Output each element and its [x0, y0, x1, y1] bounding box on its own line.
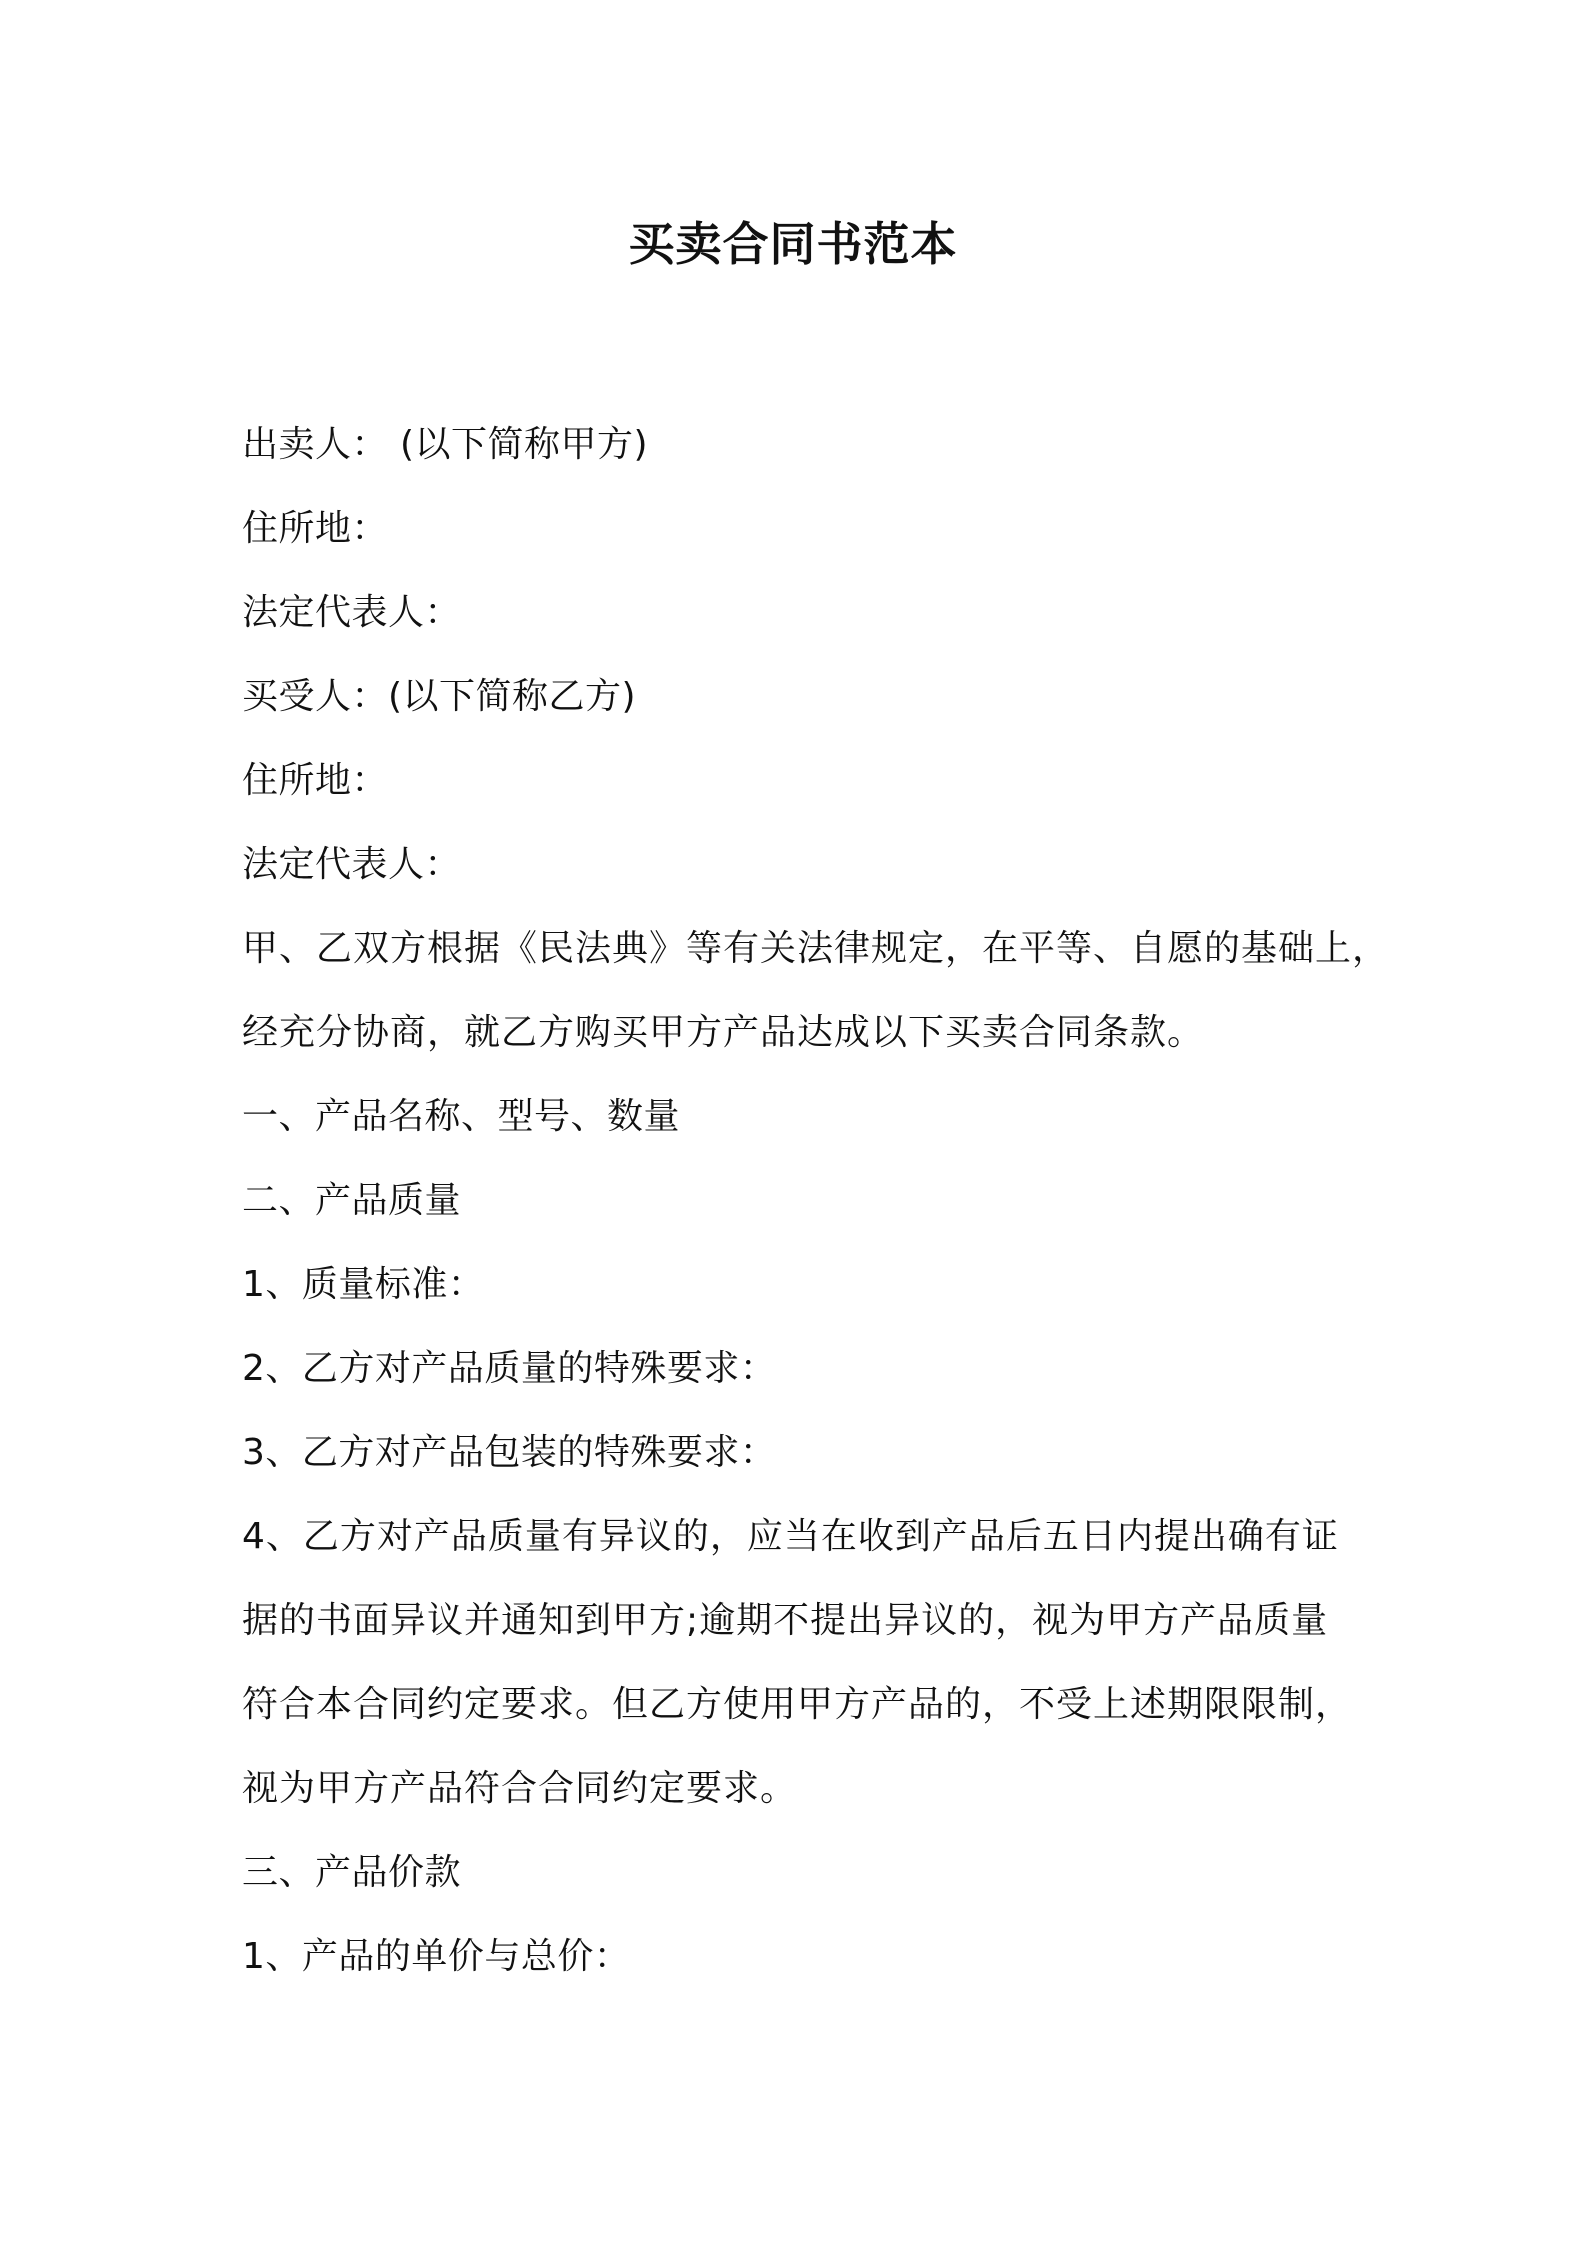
document-body: [242, 403, 1390, 1999]
seller-legal-representative-line: 法定代表人：: [242, 592, 462, 633]
quality-item-4-line: 4、乙方对产品质量有异议的，应当在收到产品后五日内提出确有证: [242, 1516, 1339, 1557]
intro-paragraph: [242, 907, 1390, 1075]
section-heading-product-info: 一、产品名称、型号、数量: [242, 1096, 681, 1137]
quality-item-1: 1、质量标准：: [242, 1264, 485, 1305]
quality-item-4-line: 据的书面异议并通知到甲方;逾期不提出异议的，视为甲方产品质量: [242, 1600, 1329, 1641]
quality-item-4-line: 符合本合同约定要求。但乙方使用甲方产品的，不受上述期限限制，: [242, 1684, 1353, 1725]
intro-paragraph-line: 甲、乙双方根据《民法典》等有关法律规定，在平等、自愿的基础上，: [242, 928, 1390, 969]
buyer-legal-representative-line: 法定代表人：: [242, 844, 462, 885]
seller-address-line: 住所地：: [242, 508, 389, 549]
seller-line: 出卖人： (以下简称甲方): [242, 424, 649, 465]
quality-item-4-paragraph: [242, 1495, 1362, 1831]
quality-item-4-line: 视为甲方产品符合合同约定要求。: [242, 1768, 798, 1809]
section-heading-product-quality: 二、产品质量: [242, 1180, 462, 1221]
price-item-1: 1、产品的单价与总价：: [242, 1936, 631, 1977]
section-heading-product-price: 三、产品价款: [242, 1852, 462, 1893]
buyer-address-line: 住所地：: [242, 760, 389, 801]
quality-item-2: 2、乙方对产品质量的特殊要求：: [242, 1348, 777, 1389]
document-title: 买卖合同书范本: [628, 217, 958, 271]
buyer-line: 买受人：(以下简称乙方): [242, 676, 637, 717]
intro-paragraph-line: 经充分协商，就乙方购买甲方产品达成以下买卖合同条款。: [242, 1012, 1205, 1053]
quality-item-3: 3、乙方对产品包装的特殊要求：: [242, 1432, 777, 1473]
